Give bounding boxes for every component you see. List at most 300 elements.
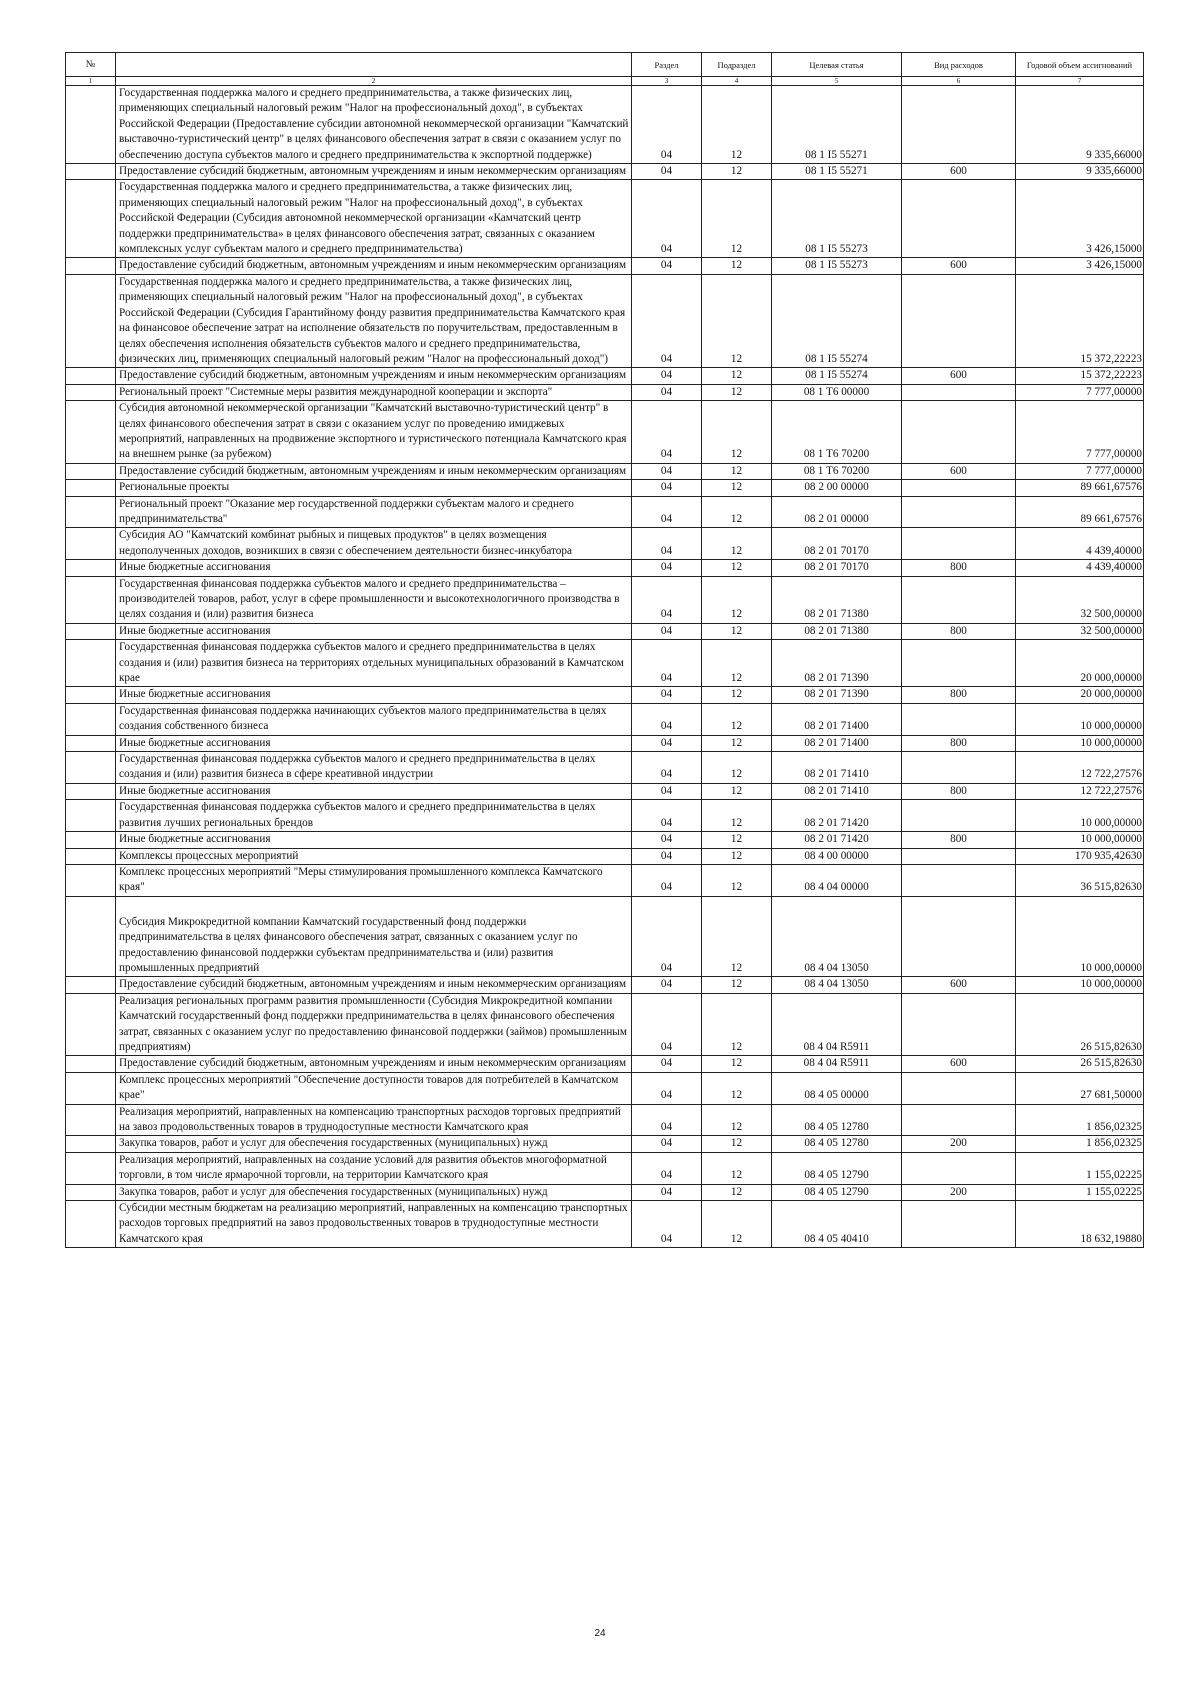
- row-description: Иные бюджетные ассигнования: [116, 783, 632, 799]
- header-expense-type: Вид расходов: [902, 53, 1016, 77]
- row-target: 08 2 01 70170: [772, 528, 902, 560]
- row-number-cell: [66, 832, 116, 848]
- col-number: 5: [772, 77, 902, 86]
- row-description: Предоставление субсидий бюджетным, автономным учреждениям и иным некоммерческим организациям: [116, 368, 632, 384]
- table-row: [66, 274, 1144, 367]
- row-section: 04: [632, 1136, 702, 1152]
- row-expense-type: 800: [902, 623, 1016, 639]
- header-description: [116, 53, 632, 77]
- row-target: 08 1 I5 55273: [772, 180, 902, 258]
- row-description: Региональный проект "Системные меры развития международной кооперации и экспорта": [116, 384, 632, 400]
- row-amount: 7 777,00000: [1016, 384, 1144, 400]
- table-row: [66, 368, 1144, 384]
- row-subsection: 12: [702, 528, 772, 560]
- row-description: Государственная поддержка малого и среднего предпринимательства, а также физических лиц, применяющих специальный налоговый режим "Налог на профессиональный доход", в субъектах Российской Федерации (Субсидия Гарантийному фонду развития предпринимательства Камчатского края на финансовое обеспечение затрат на исполнение обязательств по поручительствам, предоставленным в целях обеспечения исполнения обязательств субъектов малого и среднего предпринимательства, физических лиц, применяющих специальный налоговый режим "Налог на профессиональный доход"): [116, 274, 632, 367]
- table-row: [66, 783, 1144, 799]
- row-section: 04: [632, 640, 702, 687]
- row-amount: 4 439,40000: [1016, 560, 1144, 576]
- col-number: 2: [116, 77, 632, 86]
- row-amount: 10 000,00000: [1016, 832, 1144, 848]
- row-number-cell: [66, 528, 116, 560]
- row-description-text: Субсидия Микрокредитной компании Камчатский государственный фонд поддержки предпринимательства в целях финансового обеспечения затрат, связанных с оказанием услуг по предоставлению финансовой поддержки субъектам предпринимательства и (или) развития промышленных предприятий: [119, 915, 578, 974]
- row-amount: 1 155,02225: [1016, 1152, 1144, 1184]
- table-row: [66, 560, 1144, 576]
- row-expense-type: 200: [902, 1136, 1016, 1152]
- row-number-cell: [66, 640, 116, 687]
- row-description: Предоставление субсидий бюджетным, автономным учреждениям и иным некоммерческим организациям: [116, 463, 632, 479]
- row-section: 04: [632, 401, 702, 464]
- row-expense-type: [902, 993, 1016, 1056]
- row-target: 08 4 05 40410: [772, 1201, 902, 1248]
- row-subsection: 12: [702, 180, 772, 258]
- row-target: 08 2 01 71390: [772, 640, 902, 687]
- row-number-cell: [66, 864, 116, 896]
- row-section: 04: [632, 623, 702, 639]
- row-description: Государственная поддержка малого и среднего предпринимательства, а также физических лиц, применяющих специальный налоговый режим "Налог на профессиональный доход", в субъектах Российской Федерации (Субсидия автономной некоммерческой организации «Камчатский центр поддержки предпринимательства» в целях финансового обеспечения затрат, связанных с оказанием комплексных услуг субъектам малого и среднего предпринимательства): [116, 180, 632, 258]
- row-number-cell: [66, 384, 116, 400]
- row-amount: 7 777,00000: [1016, 401, 1144, 464]
- row-subsection: 12: [702, 401, 772, 464]
- row-target: 08 2 01 71380: [772, 623, 902, 639]
- table-row: [66, 1104, 1144, 1136]
- row-expense-type: [902, 703, 1016, 735]
- row-target: 08 1 I5 55271: [772, 164, 902, 180]
- row-section: 04: [632, 864, 702, 896]
- row-target: 08 4 00 00000: [772, 848, 902, 864]
- row-subsection: 12: [702, 86, 772, 164]
- row-target: 08 4 05 12790: [772, 1184, 902, 1200]
- row-subsection: 12: [702, 896, 772, 977]
- row-target: 08 1 I5 55274: [772, 368, 902, 384]
- row-amount: 20 000,00000: [1016, 640, 1144, 687]
- row-section: 04: [632, 1201, 702, 1248]
- row-number-cell: [66, 993, 116, 1056]
- header-no: №: [66, 53, 116, 77]
- row-subsection: 12: [702, 1056, 772, 1072]
- row-amount: 89 661,67576: [1016, 496, 1144, 528]
- row-amount: 12 722,27576: [1016, 783, 1144, 799]
- row-expense-type: [902, 180, 1016, 258]
- row-number-cell: [66, 703, 116, 735]
- table-row: [66, 384, 1144, 400]
- row-subsection: 12: [702, 1152, 772, 1184]
- row-target: 08 4 04 R5911: [772, 1056, 902, 1072]
- row-target: 08 2 01 71410: [772, 752, 902, 784]
- row-expense-type: 600: [902, 463, 1016, 479]
- row-description: Предоставление субсидий бюджетным, автономным учреждениям и иным некоммерческим организациям: [116, 164, 632, 180]
- row-section: 04: [632, 687, 702, 703]
- row-section: 04: [632, 576, 702, 623]
- header-row: [66, 53, 1144, 77]
- row-amount: 32 500,00000: [1016, 576, 1144, 623]
- row-subsection: 12: [702, 164, 772, 180]
- row-number-cell: [66, 1104, 116, 1136]
- row-subsection: 12: [702, 463, 772, 479]
- row-section: 04: [632, 752, 702, 784]
- row-expense-type: [902, 896, 1016, 977]
- row-target: 08 1 I5 55273: [772, 258, 902, 274]
- table-row: [66, 180, 1144, 258]
- table-row: [66, 258, 1144, 274]
- row-number-cell: [66, 783, 116, 799]
- row-description: Иные бюджетные ассигнования: [116, 560, 632, 576]
- row-number-cell: [66, 463, 116, 479]
- row-expense-type: [902, 1152, 1016, 1184]
- row-expense-type: 600: [902, 258, 1016, 274]
- row-number-cell: [66, 576, 116, 623]
- row-section: 04: [632, 735, 702, 751]
- row-target: 08 4 05 00000: [772, 1072, 902, 1104]
- row-target: 08 4 04 13050: [772, 977, 902, 993]
- row-target: 08 1 T6 00000: [772, 384, 902, 400]
- row-expense-type: [902, 864, 1016, 896]
- table-row: [66, 1201, 1144, 1248]
- row-subsection: 12: [702, 1184, 772, 1200]
- row-amount: 10 000,00000: [1016, 800, 1144, 832]
- row-amount: 18 632,19880: [1016, 1201, 1144, 1248]
- budget-sheet: [65, 52, 1143, 1248]
- row-number-cell: [66, 274, 116, 367]
- row-description: Реализация региональных программ развития промышленности (Субсидия Микрокредитной компании Камчатский государственный фонд поддержки предпринимательства в целях финансового обеспечения затрат, связанных с оказанием услуг по предоставлению финансовой поддержки (займов) промышленным предприятиям): [116, 993, 632, 1056]
- table-row: [66, 640, 1144, 687]
- row-subsection: 12: [702, 576, 772, 623]
- row-subsection: 12: [702, 1136, 772, 1152]
- table-row: [66, 1152, 1144, 1184]
- row-target: 08 4 04 00000: [772, 864, 902, 896]
- row-expense-type: [902, 480, 1016, 496]
- row-amount: 4 439,40000: [1016, 528, 1144, 560]
- row-number-cell: [66, 1072, 116, 1104]
- row-description: Предоставление субсидий бюджетным, автономным учреждениям и иным некоммерческим организациям: [116, 1056, 632, 1072]
- row-target: 08 4 04 13050: [772, 896, 902, 977]
- table-row: [66, 848, 1144, 864]
- row-number-cell: [66, 180, 116, 258]
- row-amount: 26 515,82630: [1016, 1056, 1144, 1072]
- row-section: 04: [632, 896, 702, 977]
- row-description: Комплекс процессных мероприятий "Обеспечение доступности товаров для потребителей в Камчатском крае": [116, 1072, 632, 1104]
- row-subsection: 12: [702, 368, 772, 384]
- row-subsection: 12: [702, 623, 772, 639]
- row-section: 04: [632, 258, 702, 274]
- row-number-cell: [66, 1056, 116, 1072]
- row-section: 04: [632, 832, 702, 848]
- row-section: 04: [632, 1152, 702, 1184]
- row-subsection: 12: [702, 993, 772, 1056]
- row-number-cell: [66, 848, 116, 864]
- row-expense-type: 800: [902, 687, 1016, 703]
- row-expense-type: [902, 640, 1016, 687]
- row-subsection: 12: [702, 258, 772, 274]
- row-target: 08 2 01 71420: [772, 832, 902, 848]
- row-amount: 10 000,00000: [1016, 735, 1144, 751]
- header-subsection: Подраздел: [702, 53, 772, 77]
- table-row: [66, 480, 1144, 496]
- row-amount: 27 681,50000: [1016, 1072, 1144, 1104]
- table-row: [66, 703, 1144, 735]
- row-section: 04: [632, 703, 702, 735]
- row-subsection: 12: [702, 703, 772, 735]
- row-amount: 20 000,00000: [1016, 687, 1144, 703]
- row-amount: 3 426,15000: [1016, 180, 1144, 258]
- row-description: Закупка товаров, работ и услуг для обеспечения государственных (муниципальных) нужд: [116, 1136, 632, 1152]
- row-amount: 36 515,82630: [1016, 864, 1144, 896]
- row-number-cell: [66, 1152, 116, 1184]
- row-expense-type: 200: [902, 1184, 1016, 1200]
- row-expense-type: [902, 752, 1016, 784]
- row-number-cell: [66, 977, 116, 993]
- row-subsection: 12: [702, 1072, 772, 1104]
- row-subsection: 12: [702, 977, 772, 993]
- row-expense-type: [902, 274, 1016, 367]
- page-number: 24: [594, 1628, 606, 1639]
- row-number-cell: [66, 164, 116, 180]
- row-expense-type: [902, 800, 1016, 832]
- row-number-cell: [66, 401, 116, 464]
- row-description: Комплексы процессных мероприятий: [116, 848, 632, 864]
- table-row: [66, 86, 1144, 164]
- table-row: [66, 576, 1144, 623]
- row-description: Реализация мероприятий, направленных на создание условий для развития объектов многоформатной торговли, в том числе ярмарочной торговли, на территории Камчатского края: [116, 1152, 632, 1184]
- row-expense-type: 600: [902, 1056, 1016, 1072]
- row-target: 08 2 01 71390: [772, 687, 902, 703]
- row-amount: 15 372,22223: [1016, 274, 1144, 367]
- row-target: 08 4 05 12790: [772, 1152, 902, 1184]
- row-number-cell: [66, 368, 116, 384]
- row-number-cell: [66, 896, 116, 977]
- row-number-cell: [66, 687, 116, 703]
- row-expense-type: 800: [902, 735, 1016, 751]
- row-description: Государственная финансовая поддержка начинающих субъектов малого предпринимательства в целях создания собственного бизнеса: [116, 703, 632, 735]
- row-amount: 10 000,00000: [1016, 896, 1144, 977]
- row-amount: 1 155,02225: [1016, 1184, 1144, 1200]
- row-description: Региональные проекты: [116, 480, 632, 496]
- row-number-cell: [66, 800, 116, 832]
- table-row: [66, 864, 1144, 896]
- row-section: 04: [632, 480, 702, 496]
- row-description: Предоставление субсидий бюджетным, автономным учреждениям и иным некоммерческим организациям: [116, 258, 632, 274]
- row-description: [116, 896, 632, 977]
- row-target: 08 4 05 12780: [772, 1136, 902, 1152]
- row-number-cell: [66, 1136, 116, 1152]
- row-section: 04: [632, 800, 702, 832]
- table-row: [66, 528, 1144, 560]
- header-target: Целевая статья: [772, 53, 902, 77]
- col-number: 3: [632, 77, 702, 86]
- row-subsection: 12: [702, 832, 772, 848]
- row-amount: 15 372,22223: [1016, 368, 1144, 384]
- row-expense-type: [902, 384, 1016, 400]
- row-amount: 26 515,82630: [1016, 993, 1144, 1056]
- row-section: 04: [632, 164, 702, 180]
- row-section: 04: [632, 180, 702, 258]
- row-subsection: 12: [702, 274, 772, 367]
- row-amount: 7 777,00000: [1016, 463, 1144, 479]
- table-row: [66, 896, 1144, 977]
- table-row: [66, 832, 1144, 848]
- row-description: Предоставление субсидий бюджетным, автономным учреждениям и иным некоммерческим организациям: [116, 977, 632, 993]
- row-section: 04: [632, 528, 702, 560]
- table-row: [66, 800, 1144, 832]
- row-description: Субсидии местным бюджетам на реализацию мероприятий, направленных на компенсацию транспортных расходов торговых предприятий на завоз продовольственных товаров в труднодоступные местности Камчатского края: [116, 1201, 632, 1248]
- row-section: 04: [632, 848, 702, 864]
- row-target: 08 1 I5 55271: [772, 86, 902, 164]
- row-subsection: 12: [702, 480, 772, 496]
- row-subsection: 12: [702, 848, 772, 864]
- row-subsection: 12: [702, 640, 772, 687]
- header-amount: Годовой объем ассигнований: [1016, 53, 1144, 77]
- row-target: 08 2 01 00000: [772, 496, 902, 528]
- col-number: 6: [902, 77, 1016, 86]
- row-subsection: 12: [702, 560, 772, 576]
- row-target: 08 1 I5 55274: [772, 274, 902, 367]
- row-number-cell: [66, 735, 116, 751]
- table-row: [66, 401, 1144, 464]
- row-section: 04: [632, 463, 702, 479]
- row-target: 08 1 T6 70200: [772, 463, 902, 479]
- row-expense-type: [902, 1201, 1016, 1248]
- row-number-cell: [66, 496, 116, 528]
- row-subsection: 12: [702, 752, 772, 784]
- row-target: 08 4 05 12780: [772, 1104, 902, 1136]
- row-description: Региональный проект "Оказание мер государственной поддержки субъектам малого и среднего предпринимательства": [116, 496, 632, 528]
- row-subsection: 12: [702, 1104, 772, 1136]
- row-amount: 10 000,00000: [1016, 977, 1144, 993]
- column-number-row: [66, 77, 1144, 86]
- row-amount: 1 856,02325: [1016, 1136, 1144, 1152]
- row-section: 04: [632, 86, 702, 164]
- row-number-cell: [66, 86, 116, 164]
- row-expense-type: [902, 1104, 1016, 1136]
- row-description: Иные бюджетные ассигнования: [116, 735, 632, 751]
- row-target: 08 2 01 71400: [772, 703, 902, 735]
- row-description: Государственная финансовая поддержка субъектов малого и среднего предпринимательства – производителей товаров, работ, услуг в сфере промышленности и высокотехнологичного производства в целях создания и (или) развития бизнеса: [116, 576, 632, 623]
- row-target: 08 2 00 00000: [772, 480, 902, 496]
- row-amount: 3 426,15000: [1016, 258, 1144, 274]
- row-expense-type: [902, 528, 1016, 560]
- row-subsection: 12: [702, 384, 772, 400]
- row-expense-type: 800: [902, 832, 1016, 848]
- row-expense-type: [902, 496, 1016, 528]
- table-row: [66, 164, 1144, 180]
- row-section: 04: [632, 1072, 702, 1104]
- budget-table: [65, 52, 1144, 1248]
- row-expense-type: [902, 401, 1016, 464]
- row-amount: 89 661,67576: [1016, 480, 1144, 496]
- row-expense-type: [902, 848, 1016, 864]
- row-number-cell: [66, 480, 116, 496]
- row-target: 08 2 01 71400: [772, 735, 902, 751]
- row-expense-type: [902, 86, 1016, 164]
- table-row: [66, 735, 1144, 751]
- row-description: Иные бюджетные ассигнования: [116, 832, 632, 848]
- row-expense-type: 800: [902, 783, 1016, 799]
- row-target: 08 2 01 71410: [772, 783, 902, 799]
- row-section: 04: [632, 384, 702, 400]
- row-expense-type: [902, 1072, 1016, 1104]
- row-subsection: 12: [702, 800, 772, 832]
- row-amount: 10 000,00000: [1016, 703, 1144, 735]
- row-number-cell: [66, 752, 116, 784]
- table-row: [66, 687, 1144, 703]
- row-subsection: 12: [702, 783, 772, 799]
- row-number-cell: [66, 258, 116, 274]
- row-expense-type: 800: [902, 560, 1016, 576]
- row-number-cell: [66, 623, 116, 639]
- col-number: 1: [66, 77, 116, 86]
- table-row: [66, 1184, 1144, 1200]
- row-section: 04: [632, 977, 702, 993]
- row-expense-type: 600: [902, 368, 1016, 384]
- row-section: 04: [632, 1056, 702, 1072]
- row-description: Государственная финансовая поддержка субъектов малого и среднего предпринимательства в целях создания и (или) развития бизнеса в сфере креативной индустрии: [116, 752, 632, 784]
- row-description: Закупка товаров, работ и услуг для обеспечения государственных (муниципальных) нужд: [116, 1184, 632, 1200]
- row-section: 04: [632, 274, 702, 367]
- row-target: 08 2 01 70170: [772, 560, 902, 576]
- row-expense-type: [902, 576, 1016, 623]
- row-section: 04: [632, 1184, 702, 1200]
- row-number-cell: [66, 1201, 116, 1248]
- row-amount: 170 935,42630: [1016, 848, 1144, 864]
- row-target: 08 2 01 71380: [772, 576, 902, 623]
- row-target: 08 1 T6 70200: [772, 401, 902, 464]
- table-row: [66, 1136, 1144, 1152]
- table-row: [66, 463, 1144, 479]
- table-row: [66, 993, 1144, 1056]
- table-row: [66, 623, 1144, 639]
- row-subsection: 12: [702, 735, 772, 751]
- row-description: Иные бюджетные ассигнования: [116, 687, 632, 703]
- row-expense-type: 600: [902, 164, 1016, 180]
- table-row: [66, 1056, 1144, 1072]
- row-description: Государственная финансовая поддержка субъектов малого и среднего предпринимательства в целях развития лучших региональных брендов: [116, 800, 632, 832]
- row-amount: 9 335,66000: [1016, 164, 1144, 180]
- row-target: 08 4 04 R5911: [772, 993, 902, 1056]
- table-row: [66, 752, 1144, 784]
- table-row: [66, 1072, 1144, 1104]
- row-section: 04: [632, 496, 702, 528]
- row-section: 04: [632, 1104, 702, 1136]
- row-description: Субсидия АО "Камчатский комбинат рыбных и пищевых продуктов" в целях возмещения недополученных доходов, возникших в связи с обеспечением деятельности бизнес-инкубатора: [116, 528, 632, 560]
- col-number: 7: [1016, 77, 1144, 86]
- row-expense-type: 600: [902, 977, 1016, 993]
- col-number: 4: [702, 77, 772, 86]
- row-amount: 32 500,00000: [1016, 623, 1144, 639]
- row-number-cell: [66, 560, 116, 576]
- row-section: 04: [632, 368, 702, 384]
- row-subsection: 12: [702, 864, 772, 896]
- row-section: 04: [632, 783, 702, 799]
- row-section: 04: [632, 560, 702, 576]
- table-row: [66, 496, 1144, 528]
- row-description: Иные бюджетные ассигнования: [116, 623, 632, 639]
- row-target: 08 2 01 71420: [772, 800, 902, 832]
- row-amount: 9 335,66000: [1016, 86, 1144, 164]
- row-description: Комплекс процессных мероприятий "Меры стимулирования промышленного комплекса Камчатского края": [116, 864, 632, 896]
- row-subsection: 12: [702, 496, 772, 528]
- table-body: [66, 86, 1144, 1248]
- row-description: Субсидия автономной некоммерческой организации "Камчатский выставочно-туристический центр" в целях финансового обеспечения затрат в связи с оказанием услуг по проведению имиджевых мероприятий, направленных на продвижение экспортного и туристического потенциала Камчатского края на внешнем рынке (за рубежом): [116, 401, 632, 464]
- row-section: 04: [632, 993, 702, 1056]
- row-amount: 1 856,02325: [1016, 1104, 1144, 1136]
- row-number-cell: [66, 1184, 116, 1200]
- row-description: Государственная финансовая поддержка субъектов малого и среднего предпринимательства в целях создания и (или) развития бизнеса на территориях отдельных муниципальных образований в Камчатском крае: [116, 640, 632, 687]
- row-description: Реализация мероприятий, направленных на компенсацию транспортных расходов торговых предприятий на завоз продовольственных товаров в труднодоступные местности Камчатского края: [116, 1104, 632, 1136]
- table-row: [66, 977, 1144, 993]
- row-description: Государственная поддержка малого и среднего предпринимательства, а также физических лиц, применяющих специальный налоговый режим "Налог на профессиональный доход", в субъектах Российской Федерации (Предоставление субсидии автономной некоммерческой организации "Камчатский выставочно-туристический центр" в целях финансового обеспечения затрат в связи с оказанием услуг по обеспечению доступа субъектов малого и среднего предпринимательства к экспортной поддержке): [116, 86, 632, 164]
- header-section: Раздел: [632, 53, 702, 77]
- row-subsection: 12: [702, 1201, 772, 1248]
- row-amount: 12 722,27576: [1016, 752, 1144, 784]
